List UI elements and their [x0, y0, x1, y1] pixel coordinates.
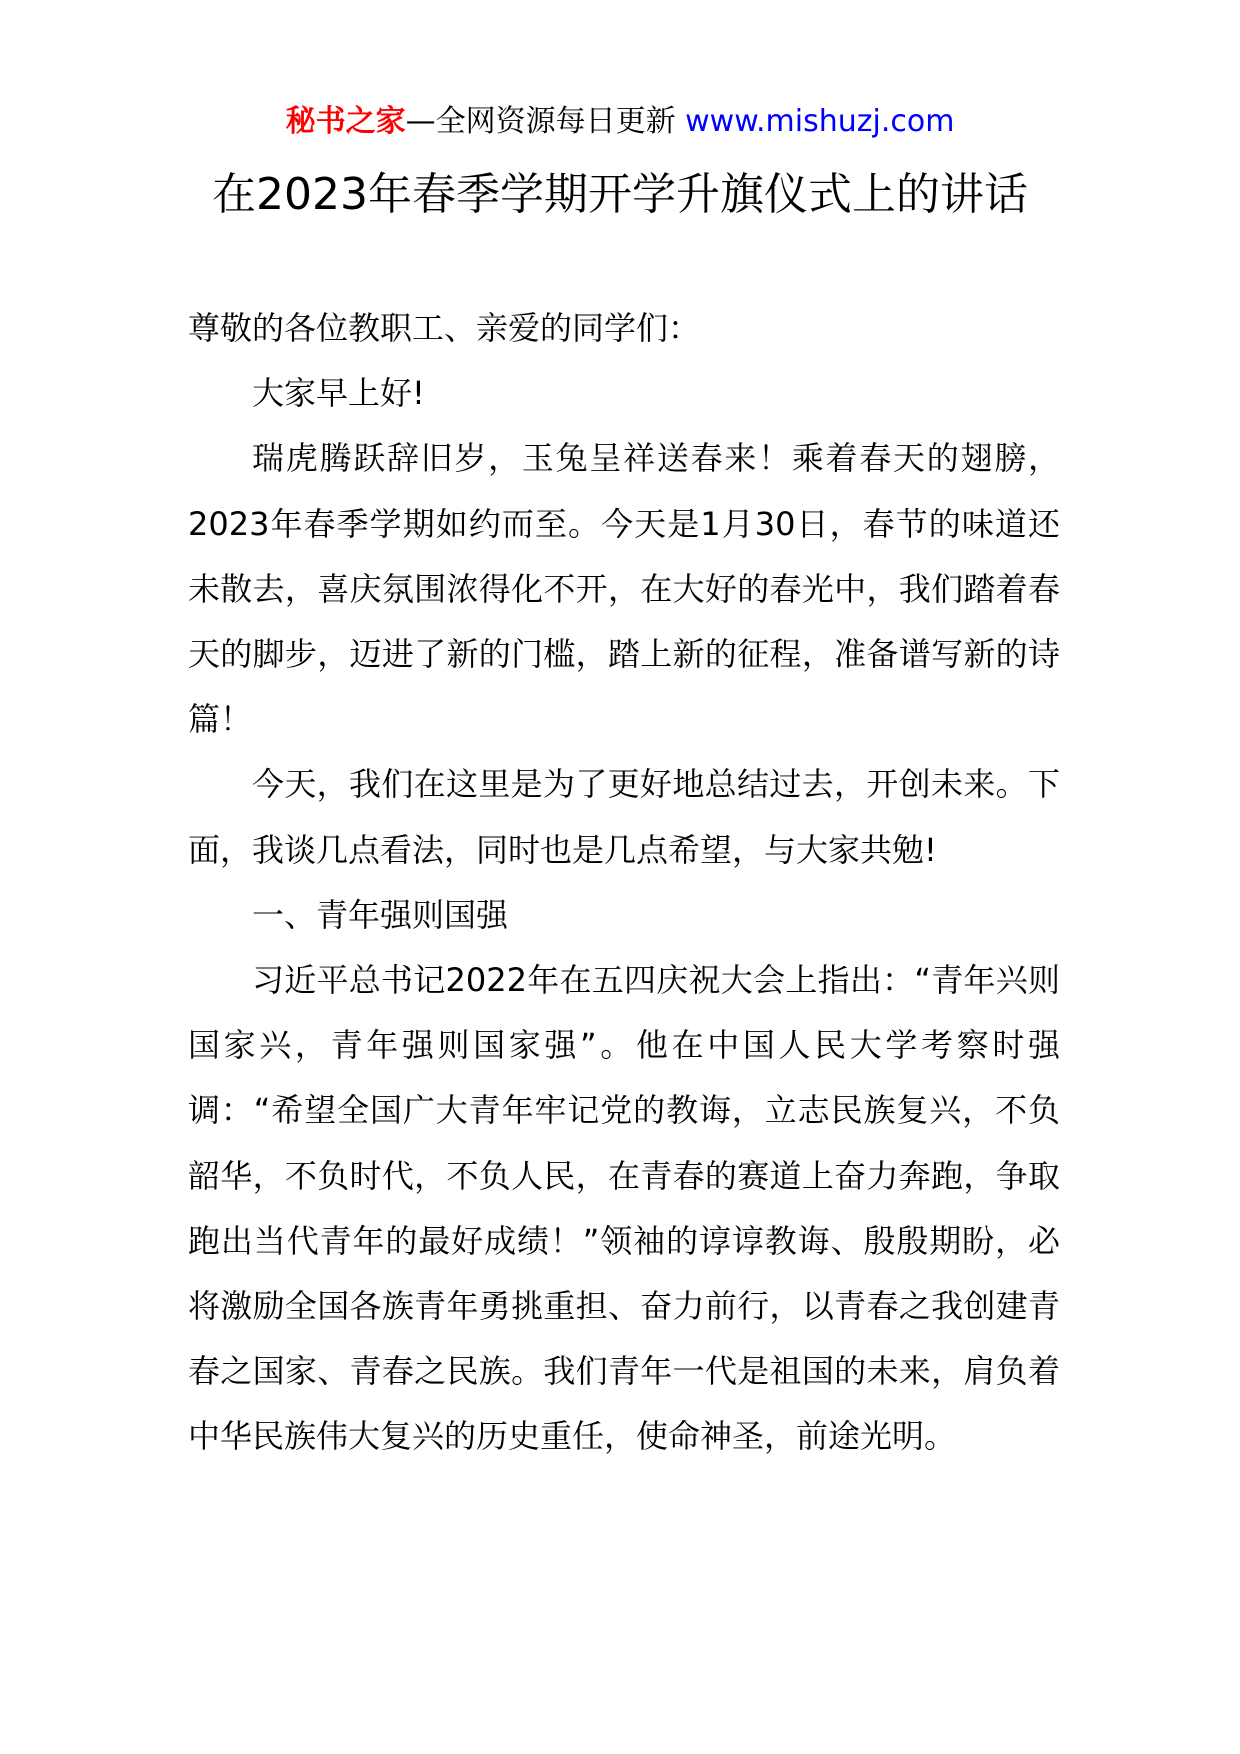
brand-name: 秘书之家 [285, 104, 406, 139]
site-url: www.mishuzj.com [685, 104, 955, 139]
brand-tagline: —全网资源每日更新 [405, 104, 676, 139]
salutation: 尊敬的各位教职工、亲爱的同学们： [188, 309, 701, 347]
site-header [0, 100, 1240, 144]
paragraph-purpose: 今天，我们在这里是为了更好地总结过去，开创未来。下面，我谈几点看法，同时也是几点希望，与大家共勉! [188, 765, 1060, 869]
paragraph-section-1: 习近平总书记2022年在五四庆祝大会上指出：“青年兴则国家兴，青年强则国家强”。他在中国人民大学考察时强调：“希望全国广大青年牢记党的教诲，立志民族复兴，不负韶华，不负时代，不负人民，在青春的赛道上奋力奔跑，争取跑出当代青年的最好成绩！”领袖的谆谆教诲、殷殷期盼，必将激励全国各族青年勇挑重担、奋力前行，以青春之我创建青春之国家、青春之民族。我们青年一代是祖国的未来，肩负着中华民族伟大复兴的历史重任，使命神圣，前途光明。 [188, 961, 1060, 1456]
document-title: 在2023年春季学期开学升旗仪式上的讲话 [212, 169, 1028, 220]
document-body [188, 296, 1060, 1470]
paragraph-greeting: 大家早上好! [252, 374, 425, 413]
paragraph-intro: 瑞虎腾跃辞旧岁，玉兔呈祥送春来！乘着春天的翅膀，2023年春季学期如约而至。今天是1月30日，春节的味道还未散去，喜庆氛围浓得化不开，在大好的春光中，我们踏着春天的脚步，迈进了新的门槛，踏上新的征程，准备谱写新的诗篇！ [188, 439, 1060, 739]
section-heading-1: 一、青年强则国强 [252, 895, 509, 934]
